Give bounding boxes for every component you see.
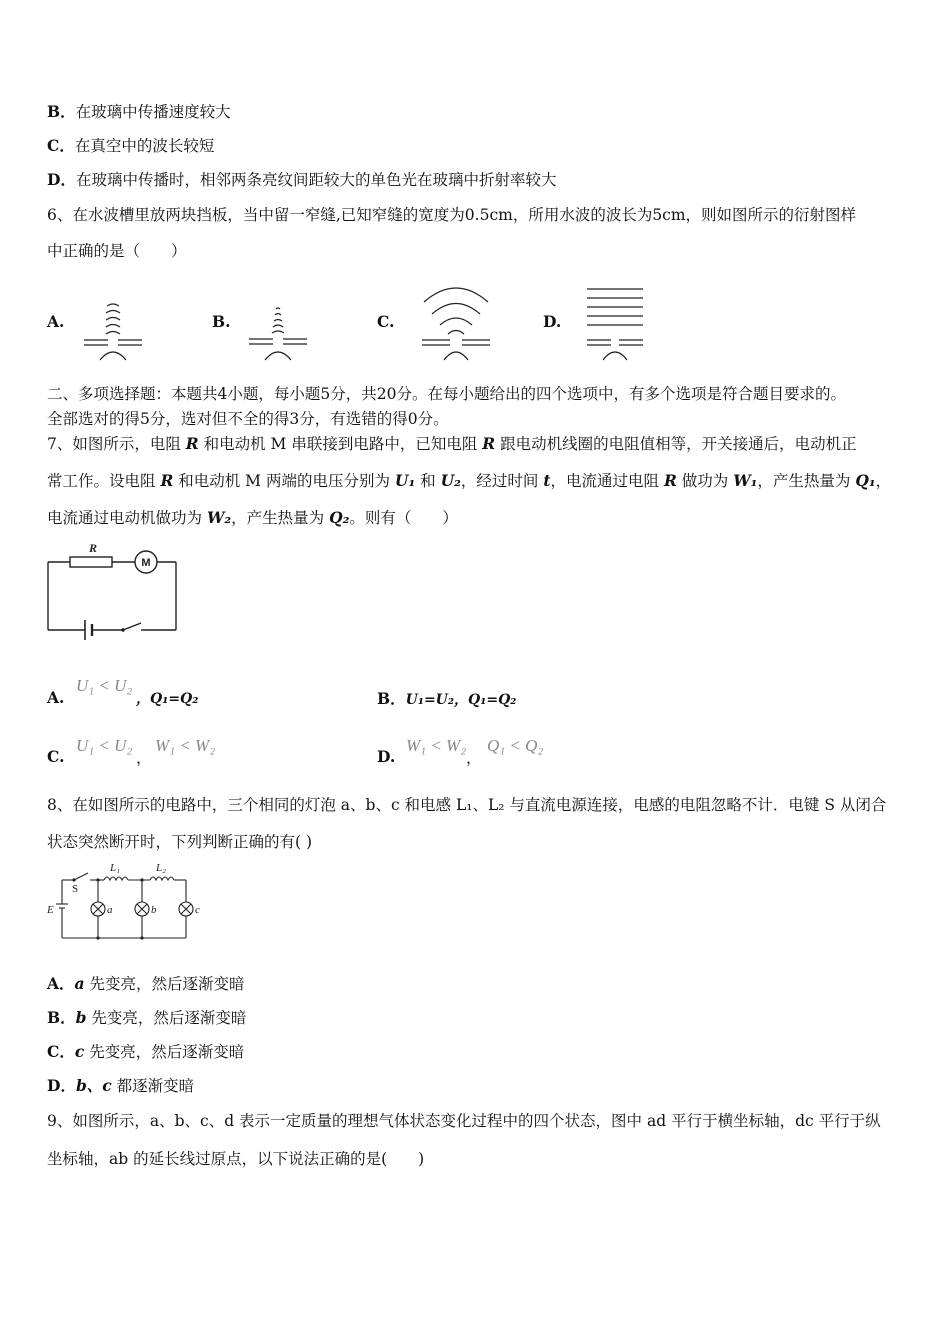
q7-option-d-sep: ，	[466, 749, 482, 767]
q7-option-d-math1: W₁ < W₂	[406, 736, 467, 755]
q7-option-a-rest: ，Q₁=Q₂	[136, 691, 199, 707]
section2-line1: 二、多项选择题：本题共4小题，每小题5分，共20分。在每小题给出的四个选项中，有多个选项是符合题目要求的。	[47, 385, 846, 403]
q8-option-a: A．a 先变亮，然后逐渐变暗	[47, 974, 245, 993]
q6-option-c-label: C.	[377, 312, 395, 331]
q7-option-c-sep: ，	[136, 749, 152, 767]
q7-option-d-math2: Q₁ < Q₂	[487, 736, 544, 755]
option-label: C．	[47, 136, 75, 155]
q6-stem-line2: 中正确的是（ ）	[47, 242, 187, 260]
option-text: 在真空中的波长较短	[74, 137, 215, 155]
q7-option-a: A.	[47, 688, 65, 707]
q7-stem-line2: 常工作。设电阻 R 和电动机 M 两端的电压分别为 U₁ 和 U₂，经过时间 t，电流通过电阻 R 做功为 W₁，产生热量为 Q₁，	[47, 471, 892, 490]
option-text: 在玻璃中传播速度较大	[75, 103, 231, 121]
q7-circuit-diagram	[45, 538, 185, 642]
switch-label: S	[72, 883, 79, 895]
source-label: E	[47, 904, 54, 916]
q5-option-d	[47, 170, 556, 190]
q7-option-c: C.	[47, 747, 65, 766]
q5-option-b	[47, 102, 231, 122]
section2-line2: 全部选对的得5分，选对但不全的得3分，有选错的得0分。	[47, 410, 449, 428]
inductor2-label: L₂	[156, 862, 166, 874]
q9-stem-line2: 坐标轴，ab 的延长线过原点，以下说法正确的是( )	[47, 1150, 425, 1168]
q7-stem-line1: 7、如图所示，电阻 R 和电动机 M 串联接到电路中，已知电阻 R 跟电动机线圈的电阻值相等，开关接通后，电动机正	[47, 434, 857, 453]
q9-stem-line1: 9、如图所示，a、b、c、d 表示一定质量的理想气体状态变化过程中的四个状态，图中 ad 平行于横坐标轴，dc 平行于纵	[47, 1112, 881, 1130]
q6-option-b-label: B.	[212, 312, 231, 331]
q8-option-d: D．b、c 都逐渐变暗	[47, 1076, 195, 1095]
q8-option-b: B．b 先变亮，然后逐渐变暗	[47, 1008, 247, 1027]
q7-option-c-math1: U₁ < U₂	[76, 736, 133, 755]
q7-stem-line3: 电流通过电动机做功为 W₂，产生热量为 Q₂。则有（ ）	[47, 508, 458, 527]
q7-option-c-math2: W₁ < W₂	[155, 736, 216, 755]
bulb-b-label: b	[151, 904, 157, 916]
inductor1-label: L₁	[110, 862, 120, 874]
q7-option-a-math: U₁ < U₂	[76, 676, 133, 695]
q6-stem-line1: 6、在水波槽里放两块挡板，当中留一窄缝,已知窄缝的宽度为0.5cm，所用水波的波长为5cm，则如图所示的衍射图样	[47, 206, 857, 224]
bulb-a-label: a	[107, 904, 113, 916]
q8-stem-line1: 8、在如图所示的电路中，三个相同的灯泡 a、b、c 和电感 L₁、L₂ 与直流电源连接，电感的电阻忽略不计．电键 S 从闭合	[47, 796, 887, 814]
q6-option-d-label: D.	[543, 312, 562, 331]
q8-stem-line2: 状态突然断开时，下列判断正确的有( )	[47, 833, 313, 851]
motor-label: M	[141, 557, 151, 569]
bulb-c-label: c	[195, 904, 200, 916]
option-text: 在玻璃中传播时，相邻两条亮纹间距较大的单色光在玻璃中折射率较大	[75, 171, 557, 189]
q6-figure-b	[247, 303, 309, 365]
q6-figure-a	[82, 298, 144, 364]
q6-figure-d	[583, 286, 645, 364]
option-label: B．	[47, 102, 76, 121]
resistor-label: R	[89, 541, 98, 555]
q6-option-a-label: A.	[47, 312, 65, 331]
q8-option-c: C．c 先变亮，然后逐渐变暗	[47, 1042, 245, 1061]
q7-option-d: D.	[377, 747, 396, 766]
q5-option-c	[47, 136, 214, 156]
q7-option-b: B．U₁=U₂，Q₁=Q₂	[377, 689, 517, 708]
q8-circuit-diagram	[46, 862, 211, 944]
q6-figure-c	[418, 278, 494, 364]
option-label: D．	[47, 170, 76, 189]
